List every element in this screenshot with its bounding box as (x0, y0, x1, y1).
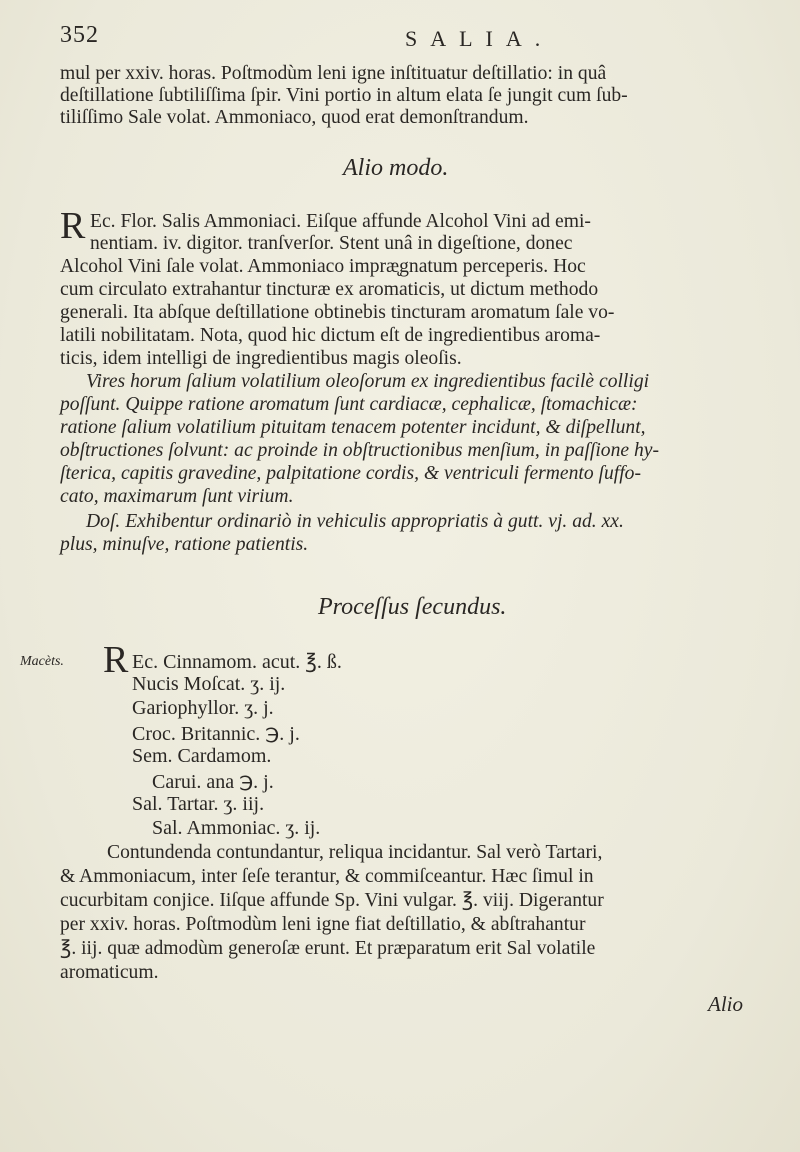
text-line: Ec. Flor. Salis Ammoniaci. Eiſque affunde Alcohol Vini ad emi- (90, 211, 591, 232)
text-line: Alcohol Vini ſale volat. Ammoniaco impræ̨gnatum perceperis. Hoc (60, 256, 586, 277)
drop-cap: R (60, 205, 86, 247)
text-line: ticis, idem intelligi de ingredientibus magis oleoſis. (60, 348, 462, 369)
text-line: Contundenda contundantur, reliqua incidantur. Sal verò Tartari, (107, 842, 603, 863)
ingredient-line: Nucis Moſcat. ʒ. ij. (132, 673, 286, 695)
text-line: cato, maximarum ſunt virium. (60, 486, 294, 507)
text-line: mul per xxiv. horas. Poſtmodùm leni igne inſtituatur deſtillatio: in quâ (60, 63, 607, 84)
ingredient-line: Croc. Britannic. ℈. j. (132, 723, 300, 745)
page-number: 352 (60, 22, 99, 48)
drop-cap: R (103, 639, 129, 681)
catchword: Alio (708, 992, 743, 1016)
section-heading: Alio modo. (343, 155, 449, 181)
text-line: ratione ſalium volatilium pituitam tenacem potenter incidunt, & diſpellunt, (60, 417, 646, 438)
ingredient-line: Sal. Ammoniac. ʒ. ij. (152, 817, 321, 839)
text-line: aromaticum. (60, 962, 159, 983)
text-line: Vires horum ſalium volatilium oleoſorum ex ingredientibus facilè colligi (86, 371, 650, 392)
text-line: Doſ. Exhibentur ordinariò in vehiculis appropriatis à gutt. vj. ad. xx. (86, 511, 624, 532)
ingredient-line: Sem. Cardamom. (132, 745, 272, 767)
margin-note: Macèts. (20, 654, 64, 669)
running-title: SALIA. (405, 26, 554, 51)
text-line: cum circulato extrahantur tincturæ ex aromaticis, ut dictum methodo (60, 279, 599, 300)
text-line: nentiam. iv. digitor. tranſverſor. Stent unâ in digeſtione, donec (90, 233, 573, 254)
text-line: plus, minuſve, ratione patientis. (60, 534, 309, 555)
text-line: obſtructiones ſolvunt: ac proinde in obſtructionibus menſium, in paſſione hy- (60, 440, 659, 461)
text-line: deſtillatione ſubtiliſſima ſpir. Vini portio in altum elata ſe jungit cum ſub- (60, 85, 628, 106)
text-line: per xxiv. horas. Poſtmodùm leni igne fiat deſtillatio, & abſtrahantur (60, 914, 586, 935)
text-line: ℥. iij. quæ admodùm generoſæ erunt. Et præparatum erit Sal volatile (60, 938, 596, 959)
text-line: poſſunt. Quippe ratione aromatum ſunt cardiacæ, cephalicæ, ſtomachicæ: (60, 394, 638, 415)
ingredient-line: Sal. Tartar. ʒ. iij. (132, 793, 265, 815)
text-line: cucurbitam conjice. Iiſque affunde Sp. Vini vulgar. ℥. viij. Digerantur (60, 890, 604, 911)
ingredient-line: Carui. ana ℈. j. (152, 771, 274, 793)
text-line: ſterica, capitis gravedine, palpitatione cordis, & ventriculi fermento ſuffo- (60, 463, 642, 484)
section-heading: Proceſſus ſecundus. (318, 594, 507, 620)
text-line: latili nobilitatam. Nota, quod hic dictum eſt de ingredientibus aroma- (60, 325, 601, 346)
text-line: & Ammoniacum, inter ſeſe terantur, & commiſceantur. Hæc ſimul in (60, 866, 594, 887)
text-line: generali. Ita abſque deſtillatione obtinebis tincturam aromatum ſale vo- (60, 302, 615, 323)
text-line: tiliſſimo Sale volat. Ammoniaco, quod erat demonſtrandum. (60, 107, 529, 128)
ingredient-line: Gariophyllor. ʒ. j. (132, 697, 274, 719)
ingredient-line: Ec. Cinnamom. acut. ℥. ß. (132, 651, 342, 673)
